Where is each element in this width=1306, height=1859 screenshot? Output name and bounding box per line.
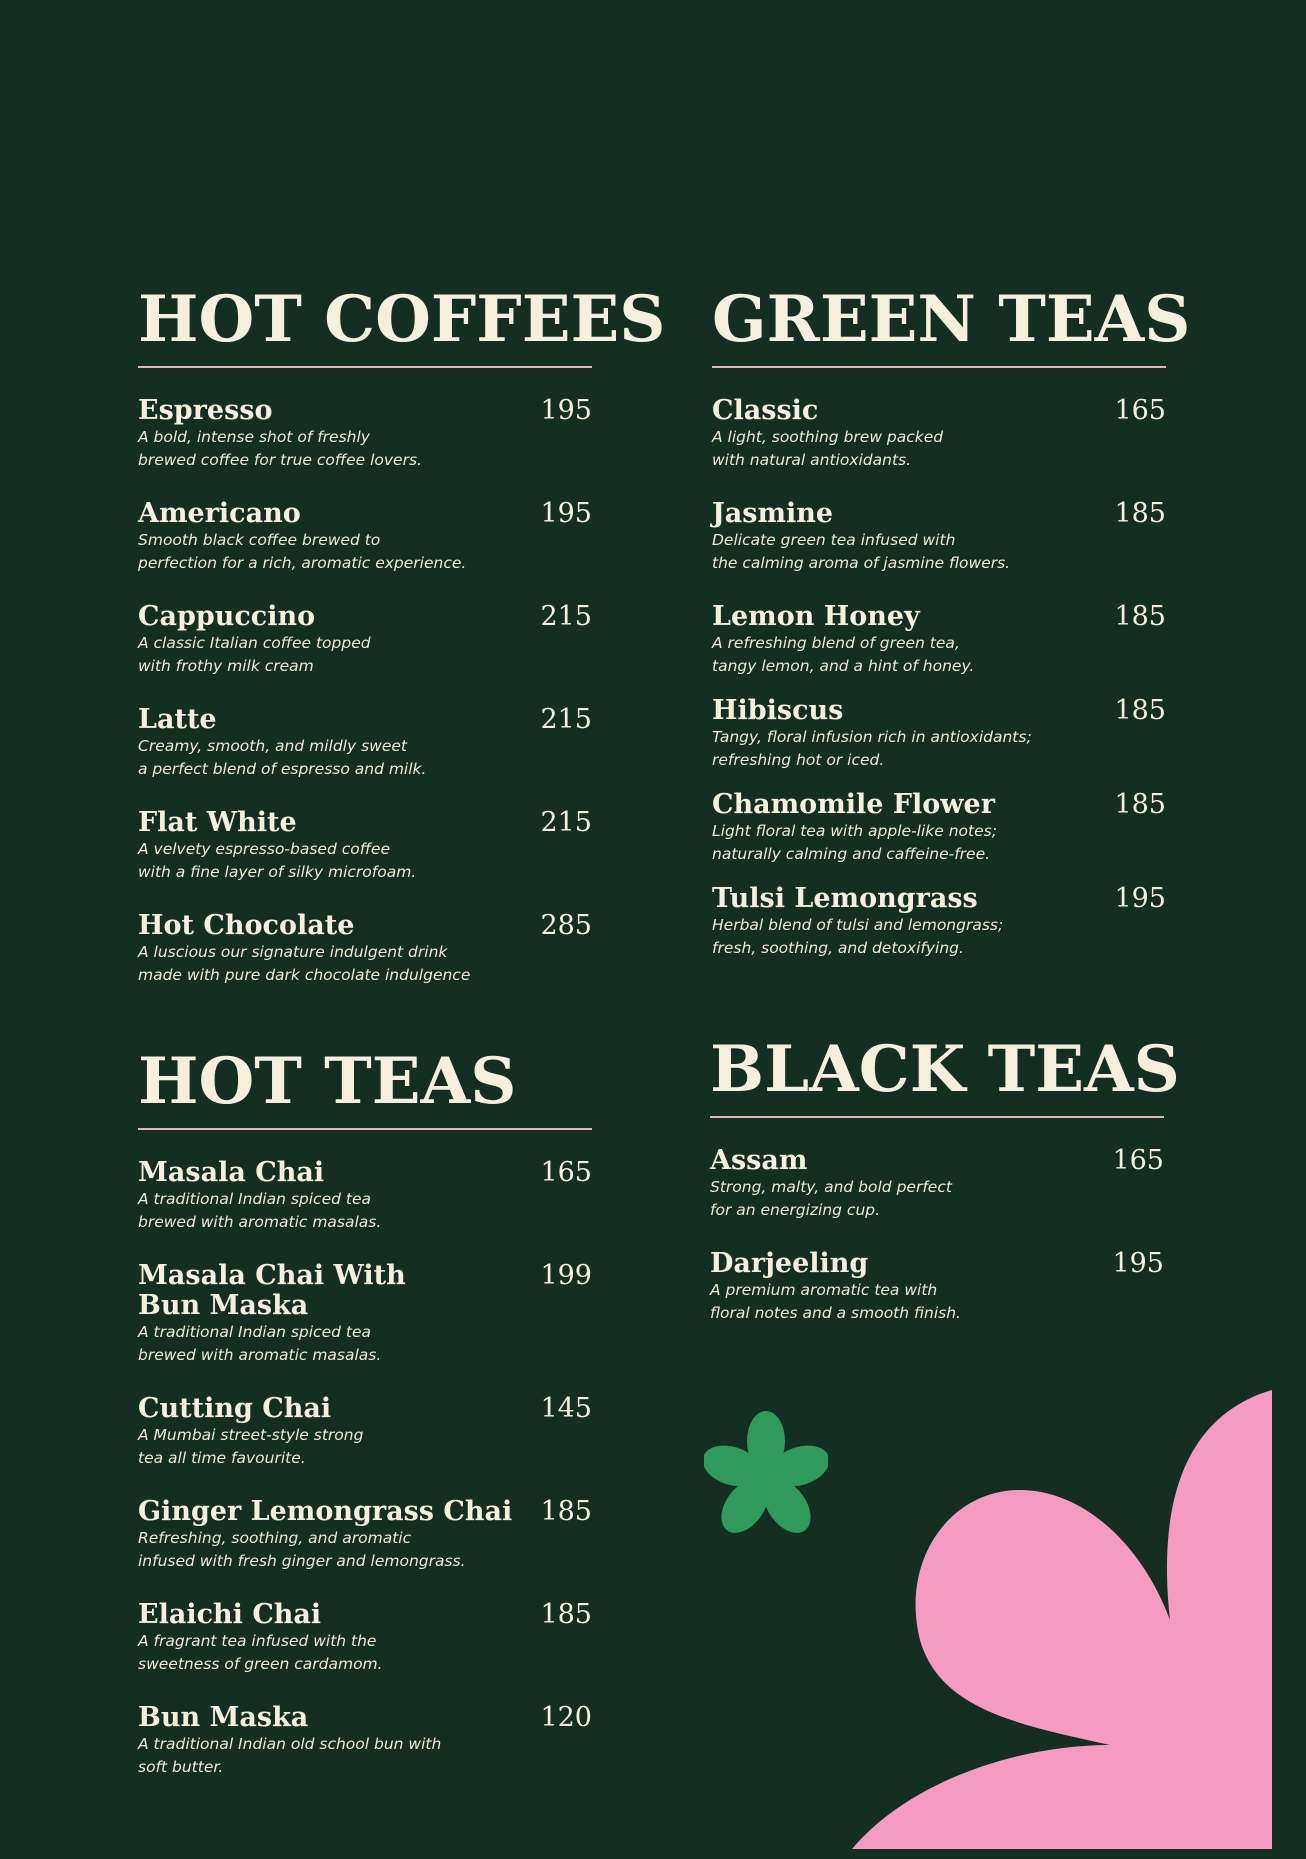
section-black-teas xyxy=(710,1032,1180,1352)
section-title: BLACK TEAS xyxy=(710,1032,1180,1107)
section-divider xyxy=(138,1128,592,1130)
item-price: 185 xyxy=(540,1496,592,1527)
item-description: A traditional Indian old school bun with soft butter. xyxy=(138,1735,442,1776)
menu-item xyxy=(710,1249,1164,1325)
item-description: A fragrant tea infused with the sweetness of green cardamom. xyxy=(138,1632,383,1673)
menu-list xyxy=(138,396,592,987)
item-price: 285 xyxy=(540,910,592,941)
item-price: 185 xyxy=(1114,601,1166,632)
menu-item xyxy=(712,790,1166,866)
menu-item xyxy=(138,499,592,575)
item-name: Hot Chocolate xyxy=(138,910,355,941)
item-description: A classic Italian coffee topped with frothy milk cream xyxy=(138,634,371,675)
item-name: Ginger Lemongrass Chai xyxy=(138,1496,513,1527)
item-description: A light, soothing brew packed with natural antioxidants. xyxy=(712,428,944,469)
item-price: 185 xyxy=(1114,695,1166,726)
item-description: A traditional Indian spiced tea brewed with aromatic masalas. xyxy=(138,1190,382,1231)
item-name: Cappuccino xyxy=(138,601,316,632)
item-name: Tulsi Lemongrass xyxy=(712,883,978,914)
menu-item xyxy=(710,1146,1164,1222)
item-price: 145 xyxy=(540,1393,592,1424)
menu-item xyxy=(138,1600,592,1676)
item-price: 120 xyxy=(540,1702,592,1733)
item-price: 185 xyxy=(1114,498,1166,529)
menu-item xyxy=(712,499,1166,575)
section-hot-teas xyxy=(138,1046,592,1806)
menu-item xyxy=(712,696,1166,772)
item-name: Chamomile Flower xyxy=(712,789,995,820)
menu-item xyxy=(712,602,1166,678)
item-description: A premium aromatic tea with floral notes and a smooth finish. xyxy=(710,1281,961,1322)
item-name: Espresso xyxy=(138,395,273,426)
item-name: Masala Chai xyxy=(138,1157,325,1188)
item-description: Delicate green tea infused with the calming aroma of jasmine flowers. xyxy=(712,531,1011,572)
item-name: Flat White xyxy=(138,807,297,838)
item-description: A luscious our signature indulgent drink made with pure dark chocolate indulgence xyxy=(138,943,471,984)
item-price: 215 xyxy=(540,601,592,632)
menu-item xyxy=(138,808,592,884)
menu-item xyxy=(138,1158,592,1234)
item-name: Latte xyxy=(138,704,217,735)
item-description: Smooth black coffee brewed to perfection for a rich, aromatic experience. xyxy=(138,531,467,572)
section-divider xyxy=(710,1116,1164,1118)
item-name: Cutting Chai xyxy=(138,1393,332,1424)
section-title: HOT COFFEES xyxy=(138,282,666,357)
item-name: Americano xyxy=(138,498,301,529)
menu-item xyxy=(138,1261,592,1367)
section-green-teas xyxy=(712,282,1191,987)
item-price: 215 xyxy=(540,704,592,735)
item-description: Light floral tea with apple-like notes; naturally calming and caffeine-free. xyxy=(712,822,997,863)
item-description: A traditional Indian spiced tea brewed with aromatic masalas. xyxy=(138,1323,382,1364)
item-price: 195 xyxy=(1114,883,1166,914)
item-name: Bun Maska xyxy=(138,1702,309,1733)
item-name: Assam xyxy=(710,1145,808,1176)
menu-item xyxy=(138,1497,592,1573)
pink-petals-decoration xyxy=(840,1390,1306,1859)
menu-item xyxy=(138,396,592,472)
item-description: Refreshing, soothing, and aromatic infused with fresh ginger and lemongrass. xyxy=(138,1529,466,1570)
item-price: 199 xyxy=(540,1260,592,1291)
menu-item xyxy=(138,602,592,678)
section-title: GREEN TEAS xyxy=(712,282,1191,357)
menu-item xyxy=(138,1394,592,1470)
item-description: A refreshing blend of green tea, tangy lemon, and a hint of honey. xyxy=(712,634,975,675)
item-price: 215 xyxy=(540,807,592,838)
item-description: A bold, intense shot of freshly brewed coffee for true coffee lovers. xyxy=(138,428,422,469)
item-name: Darjeeling xyxy=(710,1248,869,1279)
section-title: HOT TEAS xyxy=(138,1044,517,1119)
item-price: 165 xyxy=(1114,395,1166,426)
section-hot-coffees xyxy=(138,282,666,1014)
item-price: 165 xyxy=(1112,1145,1164,1176)
green-flower-icon xyxy=(704,1410,828,1544)
item-name: Classic xyxy=(712,395,819,426)
item-price: 165 xyxy=(540,1157,592,1188)
item-price: 185 xyxy=(540,1599,592,1630)
item-description: A velvety espresso-based coffee with a fine layer of silky microfoam. xyxy=(138,840,417,881)
item-description: Tangy, floral infusion rich in antioxidants; refreshing hot or iced. xyxy=(712,728,1032,769)
item-price: 195 xyxy=(540,395,592,426)
menu-item xyxy=(138,911,592,987)
menu-list xyxy=(710,1146,1164,1325)
item-description: A Mumbai street-style strong tea all time favourite. xyxy=(138,1426,364,1467)
item-name: Masala Chai With Bun Maska xyxy=(138,1260,406,1321)
item-name: Hibiscus xyxy=(712,695,844,726)
menu-item xyxy=(712,884,1166,960)
item-price: 195 xyxy=(540,498,592,529)
item-price: 195 xyxy=(1112,1248,1164,1279)
item-price: 185 xyxy=(1114,789,1166,820)
item-name: Lemon Honey xyxy=(712,601,920,632)
section-divider xyxy=(138,366,592,368)
menu-item xyxy=(712,396,1166,472)
item-description: Strong, malty, and bold perfect for an energizing cup. xyxy=(710,1178,952,1219)
item-description: Herbal blend of tulsi and lemongrass; fresh, soothing, and detoxifying. xyxy=(712,916,1004,957)
menu-list xyxy=(138,1158,592,1779)
section-divider xyxy=(712,366,1166,368)
item-name: Elaichi Chai xyxy=(138,1599,322,1630)
item-description: Creamy, smooth, and mildly sweet a perfect blend of espresso and milk. xyxy=(138,737,427,778)
menu-list xyxy=(712,396,1166,960)
menu-item xyxy=(138,705,592,781)
item-name: Jasmine xyxy=(712,498,834,529)
menu-item xyxy=(138,1703,592,1779)
